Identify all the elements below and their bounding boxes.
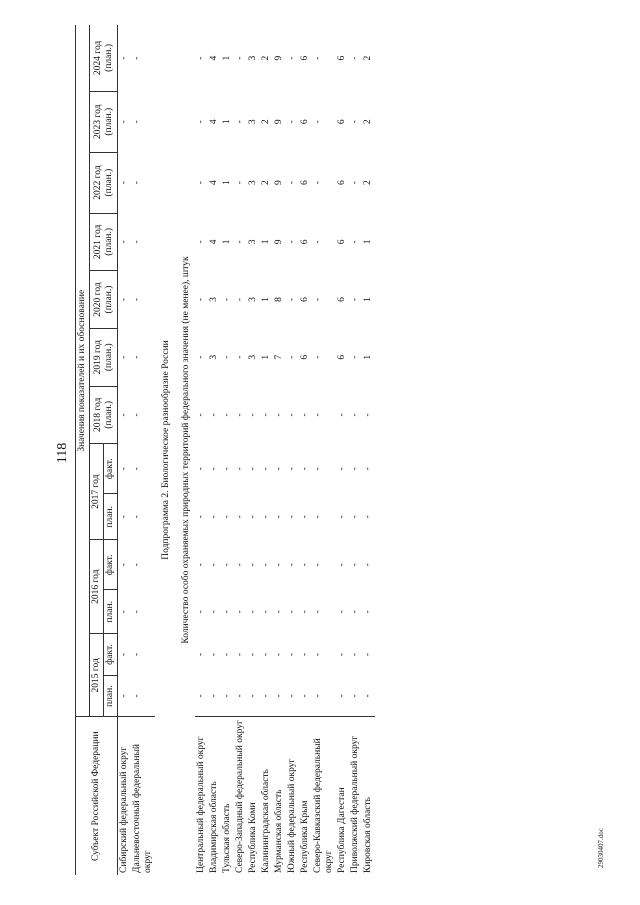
value-cell: 4: [209, 119, 219, 125]
value-cell: -: [363, 563, 373, 567]
value-cell: -: [261, 413, 271, 417]
value-cell: -: [132, 610, 142, 614]
value-cell: -: [119, 297, 129, 302]
value-cell: -: [248, 652, 258, 657]
value-cell: -: [235, 56, 245, 60]
region-name: Центральный федеральный округ: [195, 717, 208, 875]
value-cell: -: [287, 652, 297, 657]
value-cell: -: [287, 56, 297, 60]
value-cell: -: [196, 610, 206, 614]
value-cell: -: [132, 56, 142, 60]
value-cell: 3: [248, 119, 258, 125]
value-cell: 1: [363, 354, 373, 360]
value-cell: -: [235, 652, 245, 657]
value-cell: -: [196, 467, 206, 471]
table-row: [247, 25, 260, 875]
subprogram-title: Подпрограмма 2. Биологическое разнообразие России: [161, 340, 171, 560]
value-cell: -: [287, 610, 297, 614]
value-cell: -: [313, 56, 323, 60]
value-cell: -: [261, 563, 271, 567]
region-name: Тульская область: [221, 717, 234, 875]
plan-year-header-2022: 2022 год (план.): [90, 152, 118, 213]
value-cell: -: [248, 515, 258, 519]
table-row: [260, 25, 273, 875]
value-cell: -: [248, 467, 258, 471]
table-row: [131, 25, 155, 875]
value-cell: 4: [209, 180, 219, 185]
value-cell: -: [363, 467, 373, 471]
value-cell: 6: [337, 297, 347, 302]
value-cell: -: [235, 355, 245, 359]
value-cell: -: [132, 355, 142, 359]
value-cell: -: [300, 652, 310, 657]
value-cell: 4: [209, 239, 219, 245]
plan-year-header-2019: 2019 год (план.): [90, 328, 118, 386]
value-cell: -: [350, 610, 360, 614]
value-cell: 7: [274, 354, 284, 360]
value-cell: -: [350, 120, 360, 124]
value-cell: -: [313, 355, 323, 359]
value-cell: -: [132, 120, 142, 124]
value-cell: -: [235, 413, 245, 417]
value-cell: -: [363, 610, 373, 614]
value-cell: -: [196, 413, 206, 417]
value-cell: -: [287, 240, 297, 244]
value-cell: -: [235, 515, 245, 519]
value-cell: -: [132, 240, 142, 244]
value-cell: -: [350, 240, 360, 244]
value-cell: -: [196, 240, 206, 244]
value-cell: 9: [274, 119, 284, 125]
region-name: Республика Дагестан: [336, 717, 349, 875]
value-cell: -: [300, 694, 310, 698]
value-cell: -: [287, 515, 297, 519]
fact-subheader-2016: факт.: [104, 540, 118, 590]
year-header-2015: 2015 год: [90, 634, 104, 717]
value-cell: -: [313, 413, 323, 417]
value-cell: -: [248, 610, 258, 614]
value-cell: 4: [209, 55, 219, 61]
value-cell: 1: [363, 297, 373, 302]
value-cell: -: [196, 515, 206, 519]
top-rows-body: [118, 25, 156, 875]
value-cell: 1: [261, 239, 271, 245]
value-cell: -: [119, 240, 129, 244]
value-cell: -: [196, 694, 206, 698]
value-cell: -: [235, 610, 245, 614]
region-name: Южный федеральный округ: [286, 717, 299, 875]
value-cell: 3: [248, 180, 258, 185]
value-cell: -: [119, 413, 129, 417]
region-name: Владимирская область: [208, 717, 221, 875]
plan-subheader-2017: план.: [104, 494, 118, 540]
value-cell: -: [287, 355, 297, 359]
plan-year-header-2020: 2020 год (план.): [90, 271, 118, 329]
table-row: [362, 25, 375, 875]
region-name: Кировская область: [362, 717, 375, 875]
value-cell: -: [132, 181, 142, 185]
value-cell: 6: [300, 119, 310, 125]
value-cell: -: [337, 694, 347, 698]
value-cell: 2: [363, 119, 373, 125]
value-cell: -: [209, 694, 219, 698]
footer-filename: 29030407.doc: [597, 828, 605, 868]
region-name: Дальневосточный федеральный округ: [131, 717, 155, 875]
value-cell: -: [119, 467, 129, 471]
value-cell: -: [196, 120, 206, 124]
value-cell: 2: [363, 180, 373, 185]
value-cell: -: [300, 610, 310, 614]
value-cell: 6: [300, 239, 310, 245]
value-cell: 6: [300, 180, 310, 185]
value-cell: -: [313, 120, 323, 124]
value-cell: -: [209, 413, 219, 417]
value-cell: -: [119, 694, 129, 698]
value-cell: -: [132, 467, 142, 471]
value-cell: -: [300, 563, 310, 567]
value-cell: -: [261, 515, 271, 519]
value-cell: -: [119, 610, 129, 614]
value-cell: -: [132, 694, 142, 698]
value-cell: -: [235, 297, 245, 302]
value-cell: -: [248, 413, 258, 417]
value-cell: -: [196, 563, 206, 567]
plan-year-header-2024: 2024 год (план.): [90, 25, 118, 91]
value-cell: -: [287, 120, 297, 124]
value-cell: -: [350, 694, 360, 698]
region-name: Мурманская область: [273, 717, 286, 875]
region-name: Северо-Западный федеральный округ: [234, 717, 247, 875]
value-cell: -: [196, 56, 206, 60]
value-cell: -: [235, 181, 245, 185]
plan-subheader-2015: план.: [104, 675, 118, 717]
value-cell: -: [300, 413, 310, 417]
value-cell: 1: [222, 239, 232, 245]
value-cell: 1: [222, 55, 232, 61]
value-cell: -: [119, 563, 129, 567]
value-cell: -: [235, 240, 245, 244]
value-cell: 1: [222, 180, 232, 185]
value-cell: 6: [337, 55, 347, 61]
value-cell: 9: [274, 239, 284, 245]
value-cell: -: [287, 181, 297, 185]
region-name: Калининградская область: [260, 717, 273, 875]
value-cell: 1: [222, 119, 232, 125]
value-cell: -: [274, 694, 284, 698]
value-cell: -: [196, 652, 206, 657]
value-cell: -: [261, 467, 271, 471]
value-cell: -: [119, 56, 129, 60]
plan-year-header-2018: 2018 год (план.): [90, 386, 118, 444]
value-cell: -: [313, 694, 323, 698]
value-cell: -: [274, 467, 284, 471]
subprogram-row: [155, 25, 175, 875]
value-cell: -: [274, 515, 284, 519]
region-name: Сибирский федеральный округ: [118, 717, 132, 875]
table-row: [349, 25, 362, 875]
rotated-table-container: [75, 15, 635, 875]
value-cell: -: [261, 610, 271, 614]
value-cell: -: [119, 120, 129, 124]
value-cell: -: [313, 181, 323, 185]
table-row: [299, 25, 312, 875]
value-cell: -: [287, 563, 297, 567]
value-cell: -: [337, 610, 347, 614]
value-cell: -: [363, 694, 373, 698]
value-cell: -: [132, 297, 142, 302]
value-cell: 3: [248, 297, 258, 302]
fact-subheader-2017: факт.: [104, 444, 118, 494]
value-cell: 3: [248, 354, 258, 360]
value-cell: -: [300, 515, 310, 519]
value-cell: -: [235, 563, 245, 567]
fact-subheader-2015: факт.: [104, 634, 118, 676]
value-cell: 1: [261, 297, 271, 302]
value-cell: -: [313, 563, 323, 567]
value-cell: -: [235, 467, 245, 471]
value-cell: 8: [274, 297, 284, 302]
table-row: [273, 25, 286, 875]
table-row: [234, 25, 247, 875]
table-row: [208, 25, 221, 875]
value-cell: 3: [248, 239, 258, 245]
value-cell: -: [274, 610, 284, 614]
plan-year-header-2023: 2023 год (план.): [90, 91, 118, 152]
value-cell: 6: [300, 55, 310, 61]
value-cell: -: [287, 297, 297, 302]
value-cell: -: [337, 563, 347, 567]
table-row: [286, 25, 299, 875]
table-row: [195, 25, 208, 875]
value-cell: 6: [300, 297, 310, 302]
value-cell: -: [313, 515, 323, 519]
value-cell: -: [313, 652, 323, 657]
value-cell: -: [222, 694, 232, 698]
value-cell: -: [363, 413, 373, 417]
value-cell: 3: [209, 297, 219, 302]
value-cell: -: [337, 467, 347, 471]
value-cell: -: [209, 652, 219, 657]
value-cell: -: [363, 652, 373, 657]
value-cell: 6: [337, 119, 347, 125]
subject-column-header: Субъект Российской Федерации: [76, 717, 118, 875]
value-cell: -: [287, 694, 297, 698]
value-cell: -: [313, 297, 323, 302]
value-cell: -: [119, 355, 129, 359]
value-cell: -: [337, 515, 347, 519]
table-row: [221, 25, 234, 875]
value-cell: -: [119, 515, 129, 519]
page-number: 118: [55, 442, 70, 464]
value-cell: 6: [300, 354, 310, 360]
value-cell: 3: [209, 354, 219, 360]
value-cell: -: [196, 355, 206, 359]
region-name: Северо-Кавказский федеральный округ: [312, 717, 336, 875]
year-header-2017: 2017 год: [90, 444, 104, 540]
value-cell: -: [132, 563, 142, 567]
table-row: [336, 25, 349, 875]
value-cell: -: [209, 467, 219, 471]
value-cell: 6: [337, 239, 347, 245]
region-name: Приволжский федеральный округ: [349, 717, 362, 875]
value-cell: -: [196, 181, 206, 185]
value-cell: 2: [261, 119, 271, 125]
value-cell: -: [350, 297, 360, 302]
value-cell: -: [337, 413, 347, 417]
value-cell: -: [209, 515, 219, 519]
value-cell: -: [248, 694, 258, 698]
value-cell: -: [313, 240, 323, 244]
value-cell: -: [222, 355, 232, 359]
value-cell: -: [287, 467, 297, 471]
region-name: Республика Крым: [299, 717, 312, 875]
value-cell: 2: [261, 55, 271, 61]
value-cell: -: [222, 413, 232, 417]
region-name: Республика Коми: [247, 717, 260, 875]
value-cell: -: [222, 610, 232, 614]
value-cell: -: [350, 181, 360, 185]
year-header-2016: 2016 год: [90, 540, 104, 634]
table-row: [118, 25, 132, 875]
value-cell: -: [222, 467, 232, 471]
value-cell: 9: [274, 180, 284, 185]
value-cell: -: [350, 652, 360, 657]
value-cell: -: [119, 652, 129, 657]
section-header-body: [155, 25, 195, 875]
value-cell: 3: [248, 55, 258, 61]
values-group-header: Значения показателей и их обоснование: [76, 25, 90, 717]
value-cell: 1: [261, 354, 271, 360]
value-cell: 6: [337, 354, 347, 360]
indicator-row: [175, 25, 195, 875]
value-cell: -: [337, 652, 347, 657]
value-cell: -: [350, 467, 360, 471]
value-cell: 9: [274, 55, 284, 61]
value-cell: -: [119, 181, 129, 185]
value-cell: -: [313, 467, 323, 471]
value-cell: -: [274, 413, 284, 417]
value-cell: -: [132, 413, 142, 417]
region-rows-body: [195, 25, 375, 875]
indicators-table: [75, 25, 375, 875]
value-cell: -: [222, 297, 232, 302]
value-cell: -: [209, 610, 219, 614]
value-cell: 2: [261, 180, 271, 185]
value-cell: -: [350, 515, 360, 519]
value-cell: -: [132, 515, 142, 519]
indicator-title: Количество особо охраняемых природных территорий федерального значения (не менее), штук: [181, 256, 191, 644]
value-cell: -: [287, 413, 297, 417]
value-cell: 2: [363, 55, 373, 61]
value-cell: -: [248, 563, 258, 567]
plan-year-header-2021: 2021 год (план.): [90, 213, 118, 271]
value-cell: -: [350, 56, 360, 60]
value-cell: -: [261, 694, 271, 698]
value-cell: -: [196, 297, 206, 302]
value-cell: -: [274, 563, 284, 567]
value-cell: -: [222, 515, 232, 519]
value-cell: -: [222, 563, 232, 567]
value-cell: 6: [337, 180, 347, 185]
value-cell: -: [300, 467, 310, 471]
value-cell: -: [350, 355, 360, 359]
value-cell: 1: [363, 239, 373, 245]
value-cell: -: [261, 652, 271, 657]
table-row: [312, 25, 336, 875]
value-cell: -: [274, 652, 284, 657]
value-cell: -: [209, 563, 219, 567]
value-cell: -: [235, 120, 245, 124]
value-cell: -: [235, 694, 245, 698]
value-cell: -: [350, 563, 360, 567]
value-cell: -: [350, 413, 360, 417]
value-cell: -: [222, 652, 232, 657]
value-cell: -: [363, 515, 373, 519]
value-cell: -: [132, 652, 142, 657]
plan-subheader-2016: план.: [104, 590, 118, 634]
value-cell: -: [313, 610, 323, 614]
